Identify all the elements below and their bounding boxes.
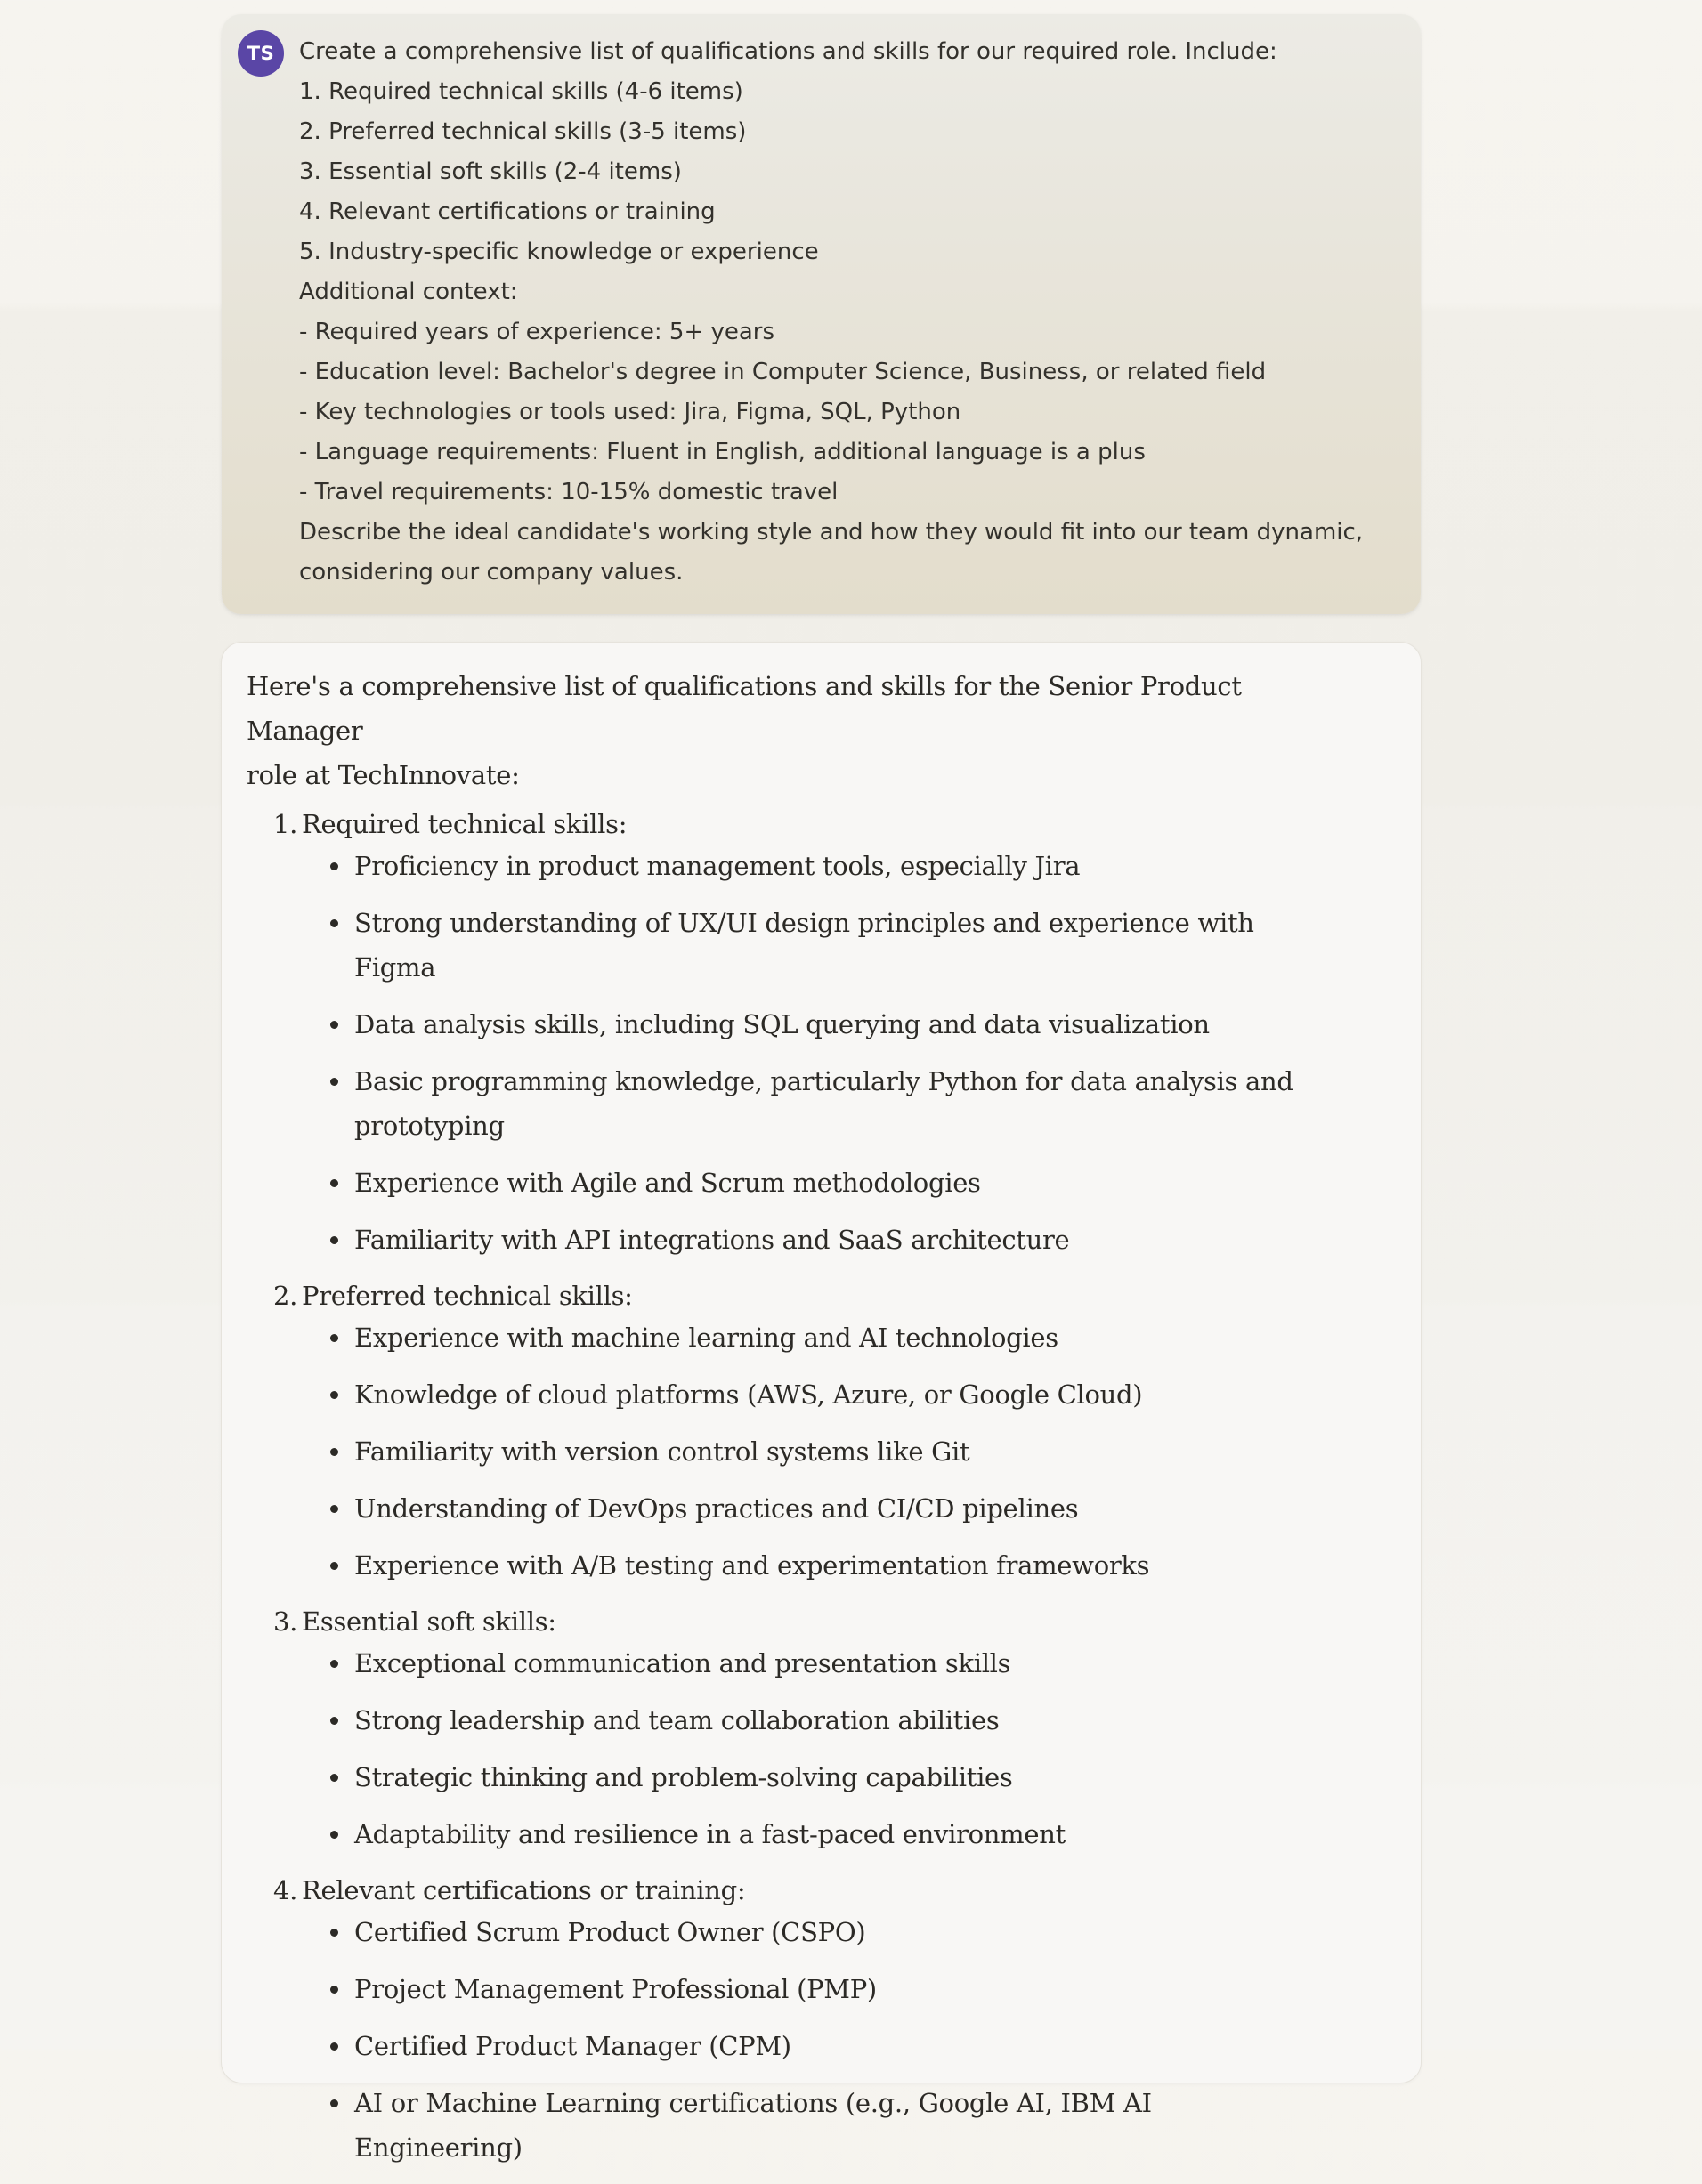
list-item <box>247 2024 1315 2068</box>
list-item <box>247 1755 1315 1800</box>
bullet-dot <box>330 1831 338 1839</box>
list-item-text: Basic programming knowledge, particularly Python for data analysis and prototyping <box>354 1066 1293 1141</box>
section-number: 3. <box>273 1606 298 1637</box>
bullet-dot <box>330 1448 338 1456</box>
list-item-text: Familiarity with API integrations and SaaS architecture <box>354 1225 1070 1255</box>
list-item-text: Strong leadership and team collaboration abilities <box>354 1705 1000 1735</box>
list-item <box>247 1161 1315 1205</box>
section-heading <box>273 1276 1315 1315</box>
section-title: Preferred technical skills: <box>302 1281 633 1311</box>
section-preferred-technical-skills <box>247 1276 1315 1588</box>
assistant-message-text <box>247 664 1315 2184</box>
list-item-text: Certified Product Manager (CPM) <box>354 2031 791 2061</box>
bullet-dot <box>330 1078 338 1086</box>
list-item <box>247 1372 1315 1417</box>
section-number: 2. <box>273 1281 298 1311</box>
section-heading <box>273 805 1315 844</box>
list-item-text: Strategic thinking and problem-solving capabilities <box>354 1762 1013 1792</box>
bullet-dot <box>330 1562 338 1570</box>
bullet-dot <box>330 1391 338 1399</box>
list-item <box>247 1002 1315 1047</box>
list-item-text: Proficiency in product management tools, especially Jira <box>354 851 1081 881</box>
list-item-text: Understanding of DevOps practices and CI/CD pipelines <box>354 1493 1079 1524</box>
bullet-dot <box>330 1179 338 1187</box>
user-message-closing-line: Describe the ideal candidate's working style and how they would fit into our team dynamic, <box>299 519 1364 546</box>
section-title: Essential soft skills: <box>302 1606 556 1637</box>
user-message-line: Create a comprehensive list of qualifications and skills for our required role. Include: <box>299 38 1277 65</box>
user-message-line: 3. Essential soft skills (2-4 items) <box>299 158 682 185</box>
section-number: 4. <box>273 1875 298 1905</box>
bullet-dot <box>330 1021 338 1029</box>
list-item <box>247 844 1315 888</box>
bullet-dot <box>330 1334 338 1342</box>
list-item <box>247 1217 1315 1262</box>
list-item <box>247 1967 1315 2011</box>
bullet-dot <box>330 2099 338 2107</box>
user-avatar: TS <box>238 30 284 77</box>
user-message-text <box>299 32 1394 593</box>
user-message-line: - Required years of experience: 5+ years <box>299 319 775 345</box>
list-item-text: Certified Scrum Product Owner (CSPO) <box>354 1917 866 1947</box>
list-item <box>247 1698 1315 1743</box>
user-message-line: - Education level: Bachelor's degree in Computer Science, Business, or related field <box>299 359 1267 385</box>
bullet-dot <box>330 862 338 870</box>
list-item-text: Experience with Agile and Scrum methodologies <box>354 1168 981 1198</box>
user-message-line: 2. Preferred technical skills (3-5 items) <box>299 118 747 145</box>
section-number: 1. <box>273 809 298 839</box>
assistant-intro-line: Here's a comprehensive list of qualifications and skills for the Senior Product Manager <box>247 671 1242 746</box>
list-item <box>247 2081 1315 2170</box>
bullet-list <box>247 1641 1315 1856</box>
list-item <box>247 1429 1315 1474</box>
bullet-list <box>247 1910 1315 2170</box>
list-item-text: AI or Machine Learning certifications (e.g., Google AI, IBM AI Engineering) <box>354 2088 1152 2163</box>
bullet-dot <box>330 1774 338 1782</box>
user-message-line: - Key technologies or tools used: Jira, Figma, SQL, Python <box>299 399 961 425</box>
user-message-closing-line: considering our company values. <box>299 559 684 586</box>
list-item-text: Strong understanding of UX/UI design principles and experience with Figma <box>354 908 1254 983</box>
list-item-text: Familiarity with version control systems like Git <box>354 1436 970 1467</box>
list-item-text: Experience with machine learning and AI technologies <box>354 1323 1058 1353</box>
assistant-intro <box>247 664 1315 797</box>
bullet-dot <box>330 919 338 927</box>
bullet-dot <box>330 1717 338 1725</box>
user-message-line: 1. Required technical skills (4-6 items) <box>299 78 743 105</box>
section-title: Relevant certifications or training: <box>302 1875 746 1905</box>
section-title: Required technical skills: <box>302 809 628 839</box>
list-item <box>247 901 1315 990</box>
bullet-dot <box>330 1236 338 1244</box>
list-item <box>247 1486 1315 1531</box>
user-message-line: 4. Relevant certifications or training <box>299 198 716 225</box>
bullet-dot <box>330 1660 338 1668</box>
list-item-text: Adaptability and resilience in a fast-paced environment <box>354 1819 1066 1849</box>
section-heading <box>273 1871 1315 1910</box>
user-message-line: - Language requirements: Fluent in English, additional language is a plus <box>299 439 1146 465</box>
bullet-list <box>247 1315 1315 1588</box>
qualification-sections <box>247 805 1315 2170</box>
list-item <box>247 1315 1315 1360</box>
section-heading <box>273 1602 1315 1641</box>
assistant-intro-line: role at TechInnovate: <box>247 760 520 790</box>
section-required-technical-skills <box>247 805 1315 1262</box>
user-message-line: - Travel requirements: 10-15% domestic travel <box>299 479 839 506</box>
list-item-text: Project Management Professional (PMP) <box>354 1974 877 2004</box>
list-item <box>247 1543 1315 1588</box>
list-item-text: Exceptional communication and presentation skills <box>354 1648 1011 1678</box>
list-item-text: Data analysis skills, including SQL querying and data visualization <box>354 1009 1210 1039</box>
user-message-line: 5. Industry-specific knowledge or experience <box>299 239 819 265</box>
list-item <box>247 1641 1315 1686</box>
list-item <box>247 1910 1315 1954</box>
assistant-message <box>221 642 1422 2163</box>
user-message <box>222 14 1421 614</box>
list-item-text: Knowledge of cloud platforms (AWS, Azure, or Google Cloud) <box>354 1379 1143 1410</box>
bullet-dot <box>330 1505 338 1513</box>
user-message-line: Additional context: <box>299 279 518 305</box>
list-item <box>247 1059 1315 1148</box>
bullet-list <box>247 844 1315 1262</box>
list-item-text: Experience with A/B testing and experimentation frameworks <box>354 1550 1150 1581</box>
section-relevant-certifications <box>247 1871 1315 2170</box>
bullet-dot <box>330 1929 338 1937</box>
bullet-dot <box>330 1986 338 1994</box>
list-item <box>247 1812 1315 1856</box>
section-essential-soft-skills <box>247 1602 1315 1856</box>
